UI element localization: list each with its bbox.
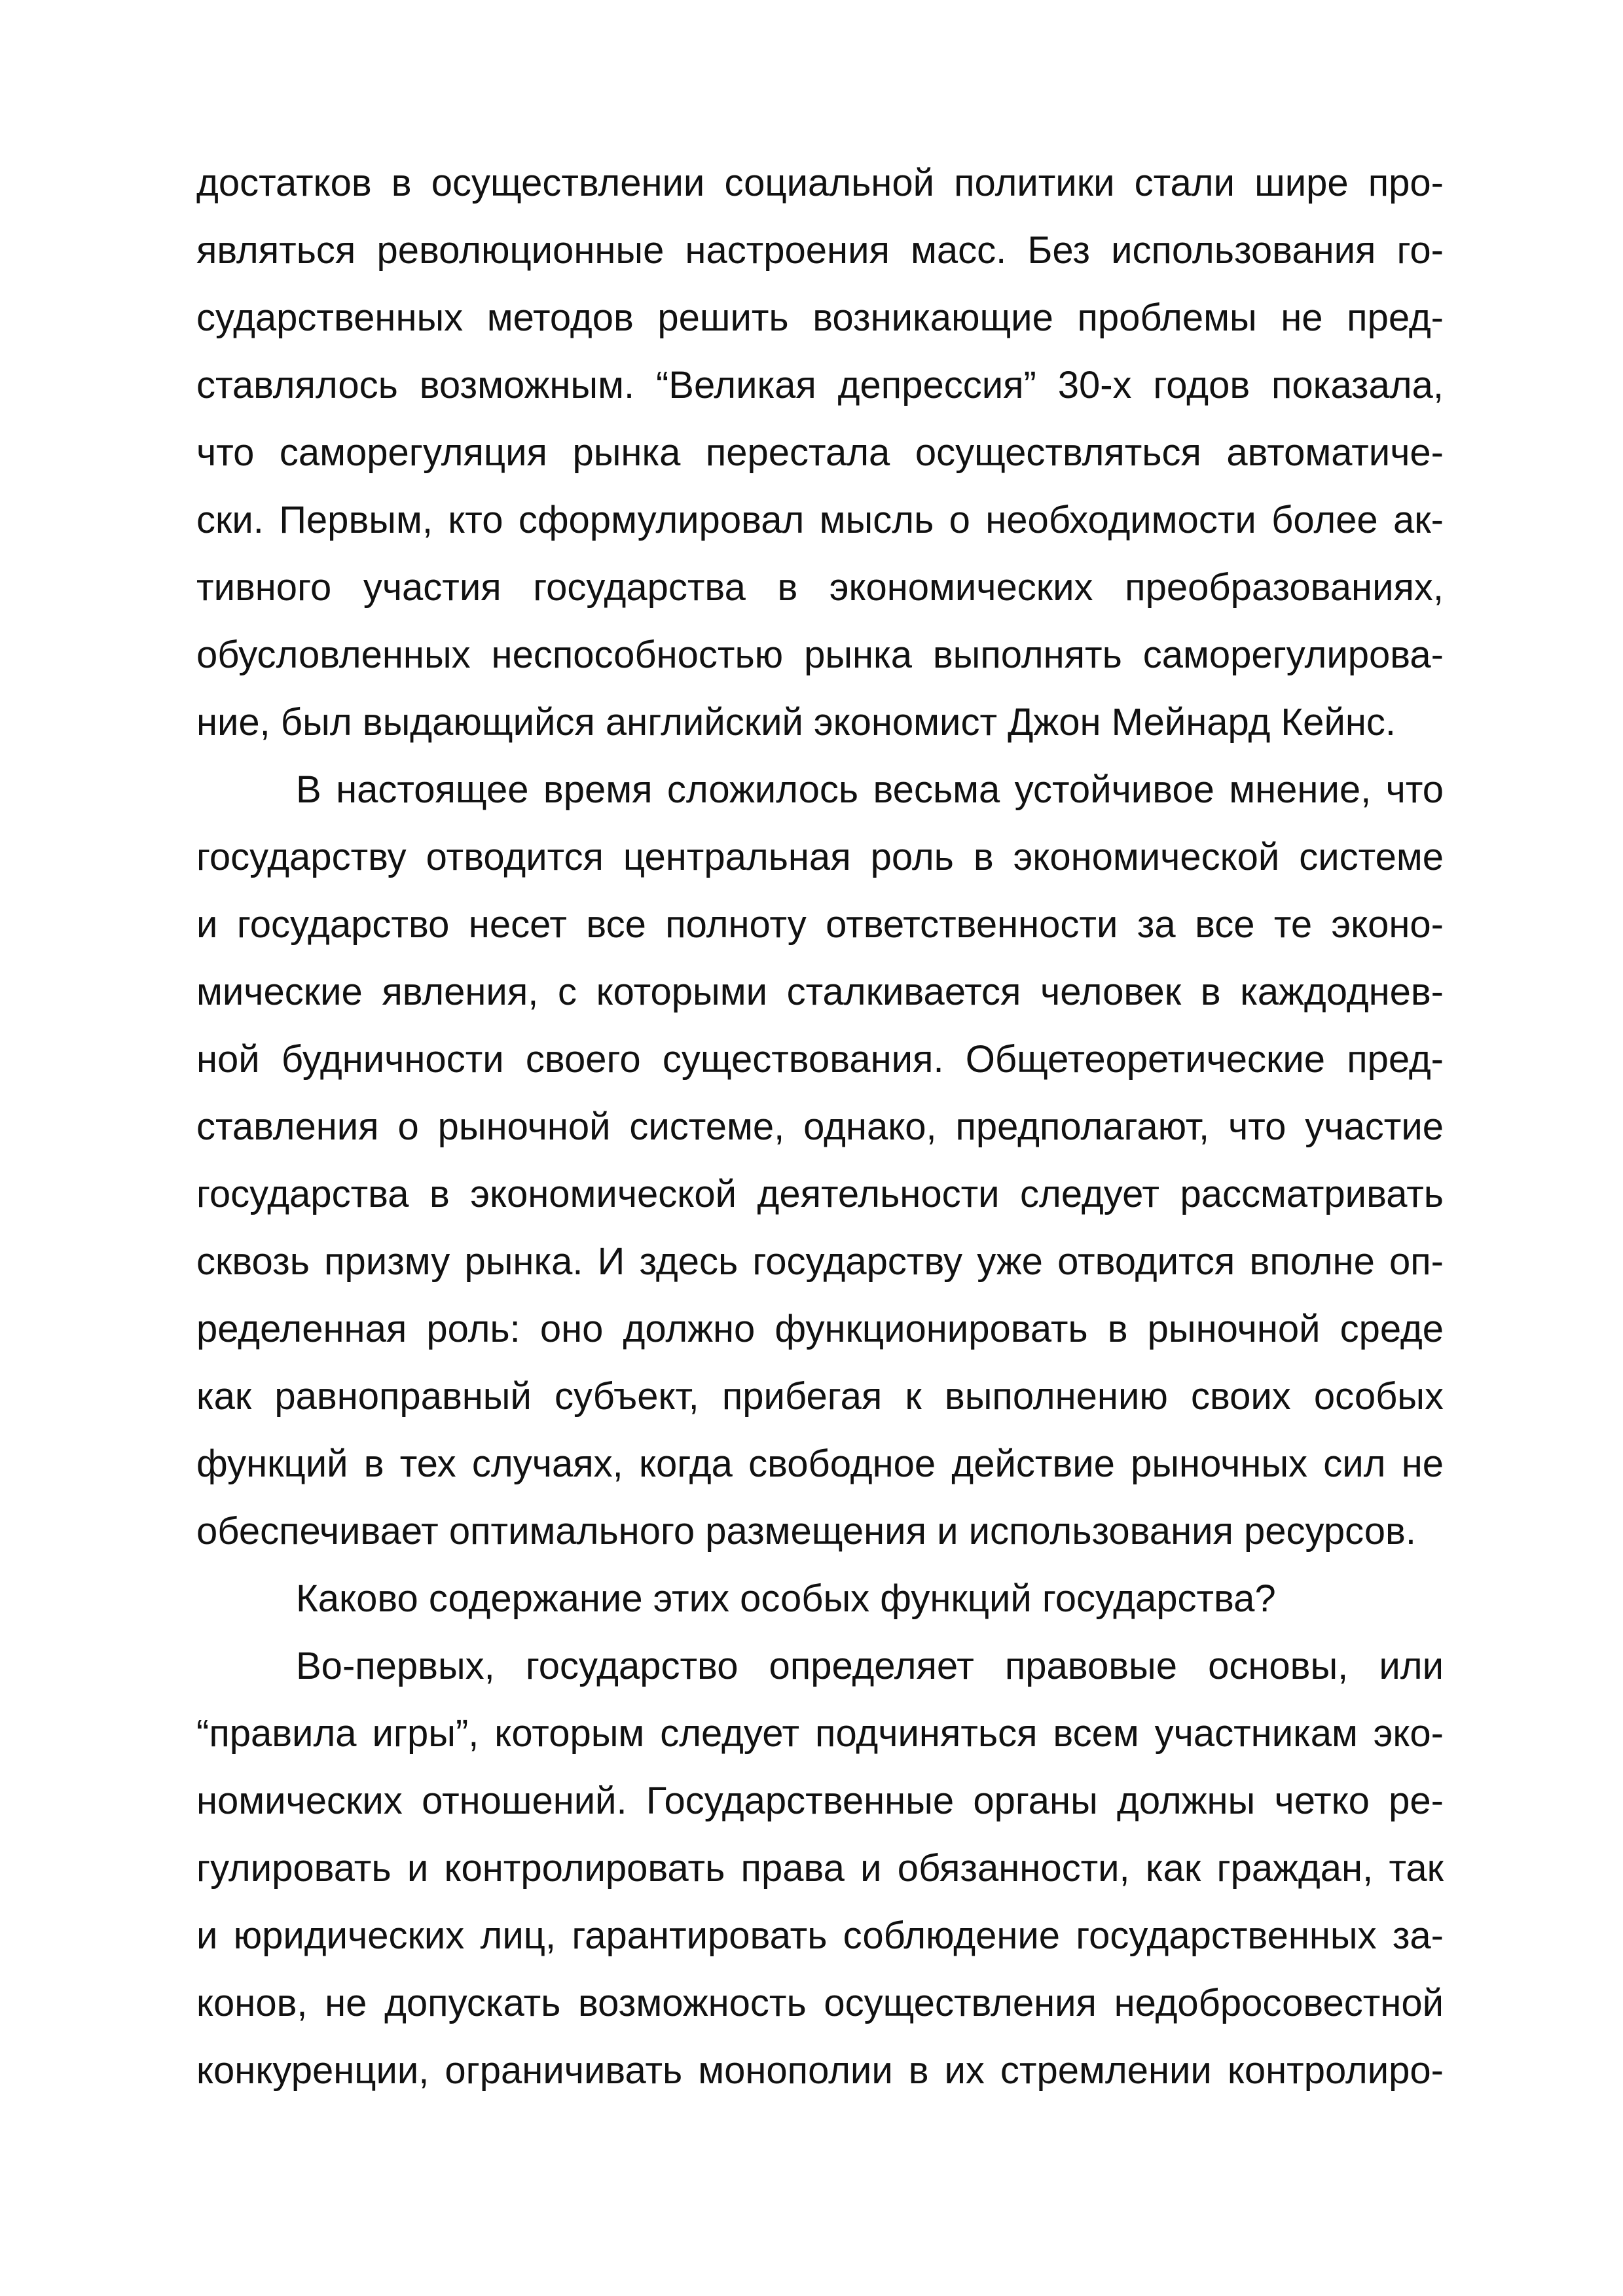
text-line: что саморегуляция рынка перестала осуществляться автоматиче- <box>196 431 1444 474</box>
text-line: обусловленных неспособностью рынка выполнять саморегулирова- <box>196 634 1444 676</box>
text-line: являться революционные настроения масс. Без использования го- <box>196 229 1444 272</box>
text-line: ной будничности своего существования. Общетеоретические пред- <box>196 1038 1444 1081</box>
document-page <box>196 149 1444 2104</box>
text-line: функций в тех случаях, когда свободное действие рыночных сил не <box>196 1443 1444 1485</box>
paragraph-first-line: Во-первых, государство определяет правовые основы, или <box>296 1645 1444 1687</box>
text-line: ние, был выдающийся английский экономист Джон Мейнард Кейнс. <box>196 701 1396 744</box>
question-line: Каково содержание этих особых функций государства? <box>296 1577 1276 1620</box>
text-line: тивного участия государства в экономических преобразованиях, <box>196 566 1444 609</box>
text-line: и юридических лиц, гарантировать соблюдение государственных за- <box>196 1914 1444 1957</box>
text-line: номических отношений. Государственные органы должны четко ре- <box>196 1780 1444 1822</box>
paragraph-first-line: В настоящее время сложилось весьма устойчивое мнение, что <box>296 768 1444 811</box>
text-line: “правила игры”, которым следует подчиняться всем участникам эко- <box>196 1712 1444 1755</box>
text-line: ставления о рыночной системе, однако, предполагают, что участие <box>196 1105 1444 1148</box>
text-line: ставлялось возможным. “Великая депрессия” 30-х годов показала, <box>196 364 1444 406</box>
text-line: обеспечивает оптимального размещения и использования ресурсов. <box>196 1510 1416 1552</box>
text-line: конкуренции, ограничивать монополии в их стремлении контролиро- <box>196 2049 1444 2092</box>
text-line: ределенная роль: оно должно функционировать в рыночной среде <box>196 1308 1444 1350</box>
text-line: конов, не допускать возможность осуществления недобросовестной <box>196 1982 1444 2024</box>
text-line: достатков в осуществлении социальной политики стали шире про- <box>196 162 1444 204</box>
text-line: государству отводится центральная роль в экономической системе <box>196 836 1444 878</box>
text-line: сударственных методов решить возникающие проблемы не пред- <box>196 296 1444 339</box>
text-line: и государство несет все полноту ответственности за все те эконо- <box>196 903 1444 946</box>
text-line: гулировать и контролировать права и обязанности, как граждан, так <box>196 1847 1444 1890</box>
text-line: как равноправный субъект, прибегая к выполнению своих особых <box>196 1375 1444 1418</box>
text-line: сквозь призму рынка. И здесь государству уже отводится вполне оп- <box>196 1240 1444 1283</box>
text-line: ски. Первым, кто сформулировал мысль о необходимости более ак- <box>196 499 1444 541</box>
text-line: мические явления, с которыми сталкивается человек в каждоднев- <box>196 971 1444 1013</box>
text-line: государства в экономической деятельности следует рассматривать <box>196 1173 1444 1215</box>
